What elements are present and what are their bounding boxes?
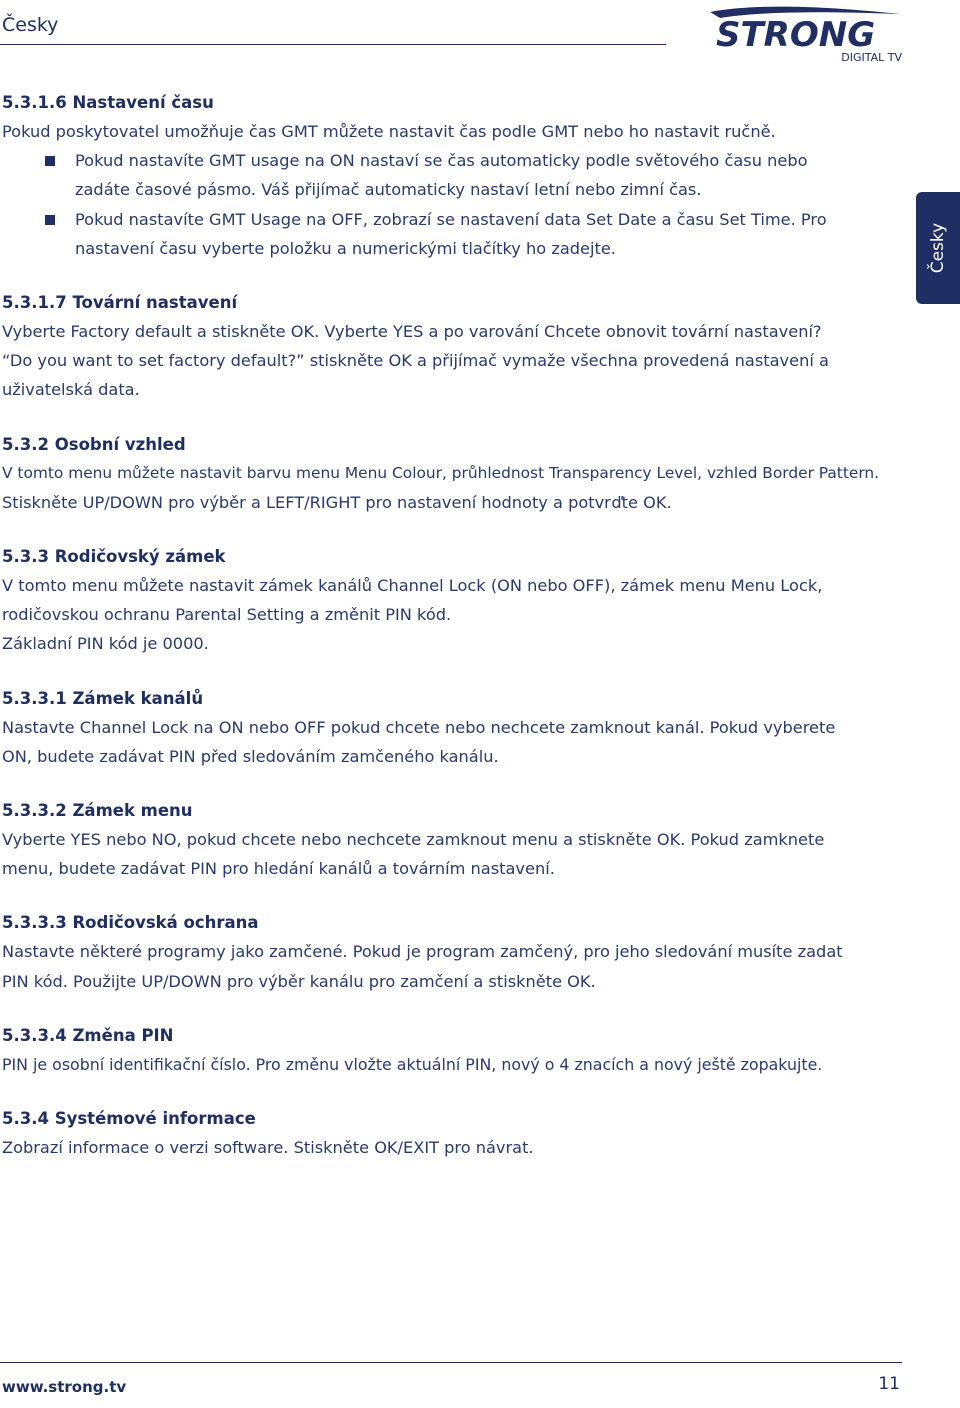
bullet-list bbox=[2, 146, 907, 263]
section-text: uživatelská data. bbox=[2, 380, 140, 400]
section-text: Stiskněte UP/DOWN pro výběr a LEFT/RIGHT pro nastavení hodnoty a potvrďte OK. bbox=[2, 492, 672, 512]
bullet-text: Pokud nastavíte GMT Usage na OFF, zobrazí se nastavení data Set Date a času Set Time. Pro bbox=[75, 209, 827, 229]
language-side-tab bbox=[916, 192, 960, 304]
section-text: PIN kód. Použijte UP/DOWN pro výběr kanálu pro zamčení a stiskněte OK. bbox=[2, 971, 596, 991]
section-text: rodičovskou ochranu Parental Setting a změnit PIN kód. bbox=[2, 605, 452, 625]
footer-website-link[interactable]: www.strong.tv bbox=[2, 1378, 127, 1396]
section-parental-lock bbox=[2, 542, 907, 659]
section-title: 5.3.1.6 Nastavení času bbox=[2, 93, 214, 112]
section-title: 5.3.4 Systémové informace bbox=[2, 1109, 256, 1129]
logo-brand-text: STRONG bbox=[716, 15, 876, 55]
section-title: 5.3.1.7 Tovární nastavení bbox=[2, 293, 238, 313]
section-time-settings bbox=[2, 88, 907, 263]
section-text: “Do you want to set factory default?” stiskněte OK a přijímač vymaže všechna provedená nastavení a bbox=[2, 351, 829, 371]
section-system-info bbox=[2, 1104, 907, 1162]
bullet-text: zadáte časové pásmo. Váš přijímač automaticky nastaví letní nebo zimní čas. bbox=[75, 180, 702, 200]
square-bullet-icon bbox=[45, 156, 55, 166]
section-text: PIN je osobní identifikační číslo. Pro změnu vložte aktuální PIN, nový o 4 znacích a nový ještě zopakujte. bbox=[2, 1054, 823, 1074]
section-text: Zobrazí informace o verzi software. Stiskněte OK/EXIT pro návrat. bbox=[2, 1138, 534, 1158]
bullet-text: nastavení času vyberte položku a numerickými tlačítky ho zadejte. bbox=[75, 238, 616, 258]
section-text: Nastavte některé programy jako zamčené. Pokud je program zamčený, pro jeho sledování musíte zadat bbox=[2, 942, 843, 962]
logo-sub-text: DIGITAL TV bbox=[841, 51, 902, 64]
section-parental-control bbox=[2, 908, 907, 995]
square-bullet-icon bbox=[45, 215, 55, 225]
bullet-text: Pokud nastavíte GMT usage na ON nastaví se čas automaticky podle světového času nebo bbox=[75, 151, 808, 171]
header-language: Česky bbox=[2, 14, 59, 36]
section-appearance bbox=[2, 430, 907, 517]
strong-logo bbox=[702, 6, 904, 64]
section-text: Nastavte Channel Lock na ON nebo OFF pokud chcete nebo nechcete zamknout kanál. Pokud vyberete bbox=[2, 717, 836, 737]
section-text: Základní PIN kód je 0000. bbox=[2, 634, 209, 654]
bullet-item bbox=[2, 146, 907, 204]
section-change-pin bbox=[2, 1021, 907, 1079]
section-factory-reset bbox=[2, 288, 907, 405]
side-tab-label: Česky bbox=[928, 222, 948, 274]
section-menu-lock bbox=[2, 796, 907, 883]
section-text: ON, budete zadávat PIN před sledováním zamčeného kanálu. bbox=[2, 746, 499, 766]
section-title: 5.3.3.2 Zámek menu bbox=[2, 801, 193, 821]
section-text: Pokud poskytovatel umožňuje čas GMT můžete nastavit čas podle GMT nebo ho nastavit ručně. bbox=[2, 122, 776, 141]
section-channel-lock bbox=[2, 684, 907, 771]
section-title: 5.3.3.3 Rodičovská ochrana bbox=[2, 913, 259, 933]
section-title: 5.3.3 Rodičovský zámek bbox=[2, 547, 226, 567]
section-text: Vyberte YES nebo NO, pokud chcete nebo nechcete zamknout menu a stiskněte OK. Pokud zamknete bbox=[2, 830, 825, 850]
section-title: 5.3.2 Osobní vzhled bbox=[2, 434, 186, 454]
page-number: 11 bbox=[878, 1374, 900, 1394]
section-text: V tomto menu můžete nastavit barvu menu Menu Colour, průhlednost Transparency Level, vzhled Border Pattern. bbox=[2, 463, 880, 482]
section-text: Vyberte Factory default a stiskněte OK. Vyberte YES a po varování Chcete obnovit tovární nastavení? bbox=[2, 322, 822, 342]
page-content bbox=[2, 88, 907, 1187]
bullet-item bbox=[2, 205, 907, 263]
section-title: 5.3.3.4 Změna PIN bbox=[2, 1025, 174, 1045]
section-title: 5.3.3.1 Zámek kanálů bbox=[2, 688, 204, 708]
section-text: V tomto menu můžete nastavit zámek kanálů Channel Lock (ON nebo OFF), zámek menu Menu Lock, bbox=[2, 576, 823, 596]
section-text: menu, budete zadávat PIN pro hledání kanálů a továrním nastavení. bbox=[2, 859, 555, 879]
footer-divider bbox=[0, 1362, 902, 1363]
header-divider bbox=[0, 44, 666, 45]
